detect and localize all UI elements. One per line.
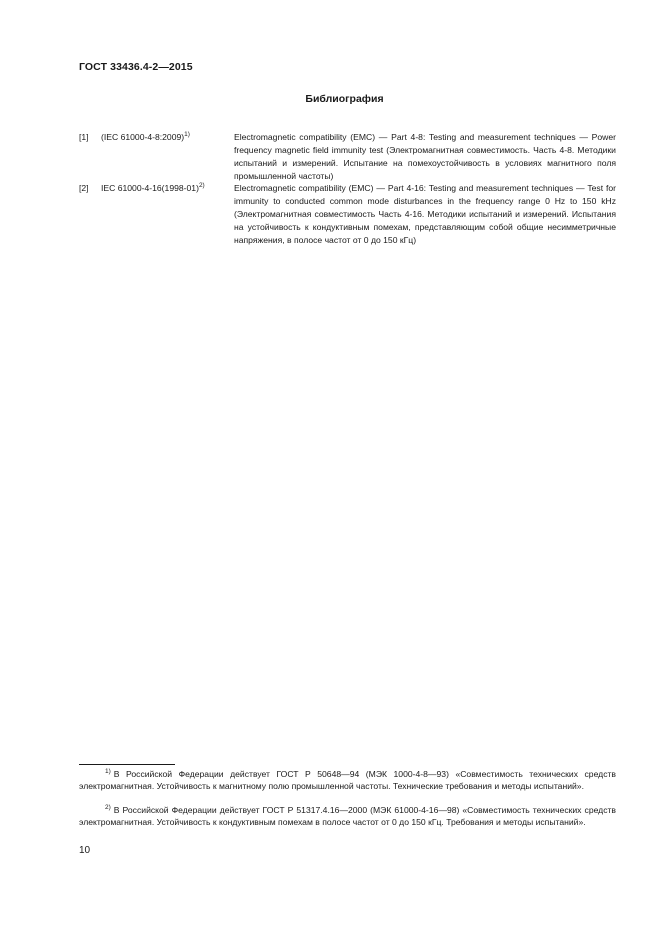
reference-code: IEC 61000-4-16(1998-01)	[101, 183, 199, 193]
footnote-separator	[79, 764, 175, 765]
footnote-mark: 1)	[105, 768, 111, 776]
footnote	[79, 768, 616, 793]
footnote-mark: 2)	[198, 182, 205, 190]
section-title: Библиография	[305, 93, 384, 105]
footnote	[79, 804, 616, 829]
bibliography-entry-number: [1]	[79, 132, 89, 142]
page-number: 10	[79, 845, 91, 856]
bibliography-entry-reference	[101, 131, 190, 144]
bibliography-entry-reference	[101, 182, 205, 195]
footnote-text: В Российской Федерации действует ГОСТ Р 50648—94 (МЭК 1000-4-8—93) «Совместимость технических средств электромагнитная. Устойчивость к магнитному полю промышленной частоты. Технические требования и методы испытаний».	[79, 769, 616, 792]
footnote-mark: 1)	[184, 131, 190, 139]
bibliography-entry-number: [2]	[79, 183, 89, 193]
document-code: ГОСТ 33436.4-2—2015	[79, 61, 193, 73]
footnote-text: В Российской Федерации действует ГОСТ Р 51317.4.16—2000 (МЭК 61000-4-16—98) «Совместимость технических средств электромагнитная. Устойчивость к кондуктивным помехам в полосе частот от 0 до 150 кГц. Требования и методы испытаний».	[79, 805, 616, 828]
bibliography-entry-description: Electromagnetic compatibility (EMC) — Part 4-8: Testing and measurement techniques — Power frequency magnetic field immunity test (Электромагнитная совместимость. Часть 4-8. Методики испытаний и измерений. Испытание на помехоустойчивость в условиях магнитного поля промышленной частоты)	[234, 132, 616, 181]
reference-code: (IEC 61000-4-8:2009)	[101, 132, 185, 142]
footnote-mark: 2)	[105, 804, 111, 812]
bibliography-entry-description: Electromagnetic compatibility (EMC) — Part 4-16: Testing and measurement techniques — Test for immunity to conducted common mode disturbances in the frequency range 0 Hz to 150 kHz (Электромагнитная совместимость Часть 4-16. Методики испытаний и измерений. Испытания на устойчивость к кондуктивным помехам, представляющим собой общие несимметричные напряжения, в полосе частот от 0 до 150 кГц)	[234, 183, 616, 245]
